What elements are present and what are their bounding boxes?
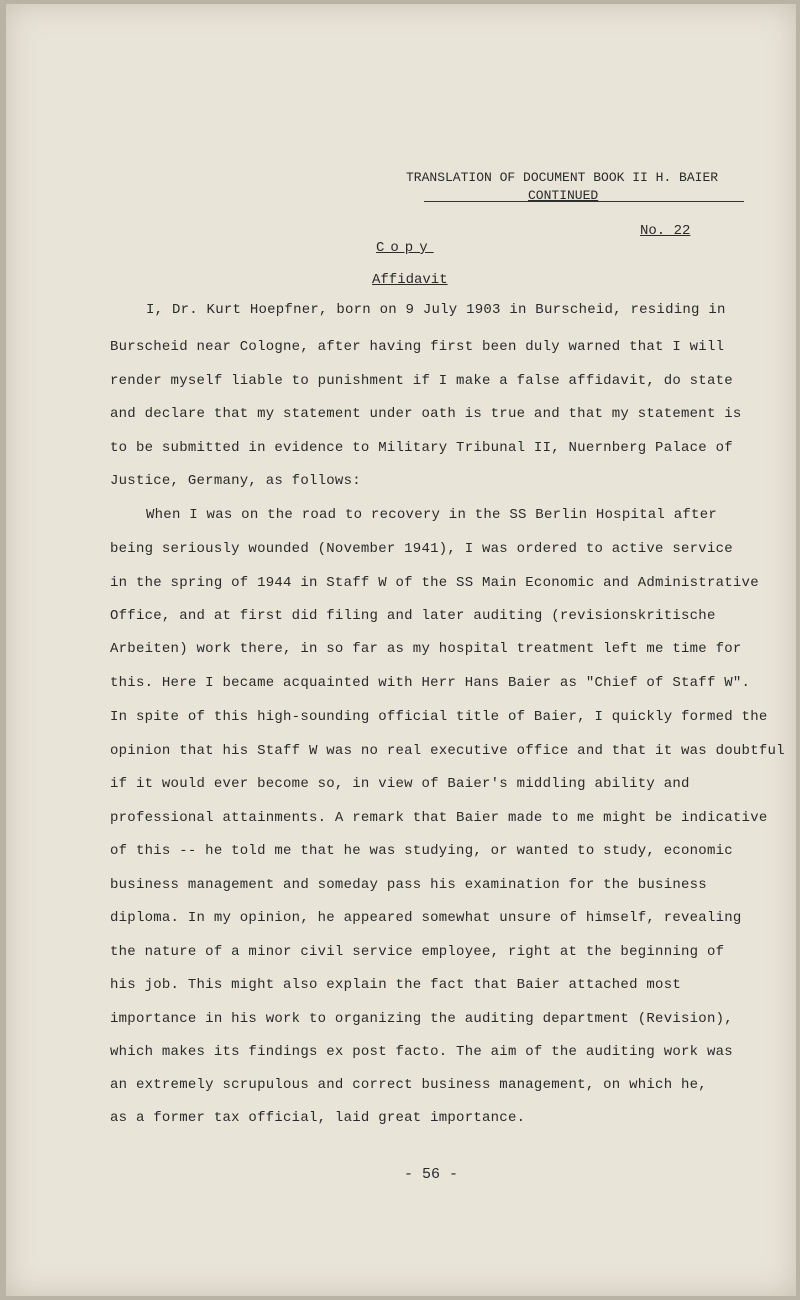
body-line: diploma. In my opinion, he appeared somewhat unsure of himself, revealing bbox=[110, 910, 742, 926]
header-rule bbox=[424, 201, 744, 202]
body-line: an extremely scrupulous and correct business management, on which he, bbox=[110, 1077, 707, 1093]
body-line: I, Dr. Kurt Hoepfner, born on 9 July 1903 in Burscheid, residing in bbox=[146, 302, 726, 318]
body-line: being seriously wounded (November 1941), I was ordered to active service bbox=[110, 541, 733, 557]
body-line: his job. This might also explain the fact that Baier attached most bbox=[110, 977, 681, 993]
body-line: which makes its findings ex post facto. The aim of the auditing work was bbox=[110, 1044, 733, 1060]
body-line: the nature of a minor civil service employee, right at the beginning of bbox=[110, 944, 725, 960]
copy-title: Copy bbox=[376, 240, 434, 256]
document-number: No. 22 bbox=[640, 223, 691, 239]
body-line: Arbeiten) work there, in so far as my hospital treatment left me time for bbox=[110, 641, 742, 657]
body-line: as a former tax official, laid great importance. bbox=[110, 1110, 526, 1126]
body-line: render myself liable to punishment if I make a false affidavit, do state bbox=[110, 373, 733, 389]
affidavit-title: Affidavit bbox=[372, 272, 448, 288]
body-line: to be submitted in evidence to Military Tribunal II, Nuernberg Palace of bbox=[110, 440, 733, 456]
body-line: Office, and at first did filing and later auditing (revisionskritische bbox=[110, 608, 716, 624]
translation-header: TRANSLATION OF DOCUMENT BOOK II H. BAIER bbox=[406, 170, 719, 185]
body-line: When I was on the road to recovery in the SS Berlin Hospital after bbox=[146, 507, 717, 523]
page-number: - 56 - bbox=[404, 1166, 459, 1183]
body-line: in the spring of 1944 in Staff W of the SS Main Economic and Administrative bbox=[110, 575, 759, 591]
body-line: this. Here I became acquainted with Herr Hans Baier as "Chief of Staff W". bbox=[110, 675, 751, 691]
continued-label: CONTINUED bbox=[528, 188, 599, 203]
body-line: business management and someday pass his examination for the business bbox=[110, 877, 707, 893]
body-line: Burscheid near Cologne, after having first been duly warned that I will bbox=[110, 339, 725, 355]
document-page bbox=[6, 4, 796, 1296]
body-line: Justice, Germany, as follows: bbox=[110, 473, 361, 489]
body-line: importance in his work to organizing the auditing department (Revision), bbox=[110, 1011, 733, 1027]
body-line: and declare that my statement under oath is true and that my statement is bbox=[110, 406, 742, 422]
body-line: professional attainments. A remark that Baier made to me might be indicative bbox=[110, 810, 768, 826]
body-line: opinion that his Staff W was no real executive office and that it was doubtful bbox=[110, 743, 785, 759]
body-line: of this -- he told me that he was studying, or wanted to study, economic bbox=[110, 843, 733, 859]
body-line: if it would ever become so, in view of Baier's middling ability and bbox=[110, 776, 690, 792]
body-line: In spite of this high-sounding official title of Baier, I quickly formed the bbox=[110, 709, 768, 725]
